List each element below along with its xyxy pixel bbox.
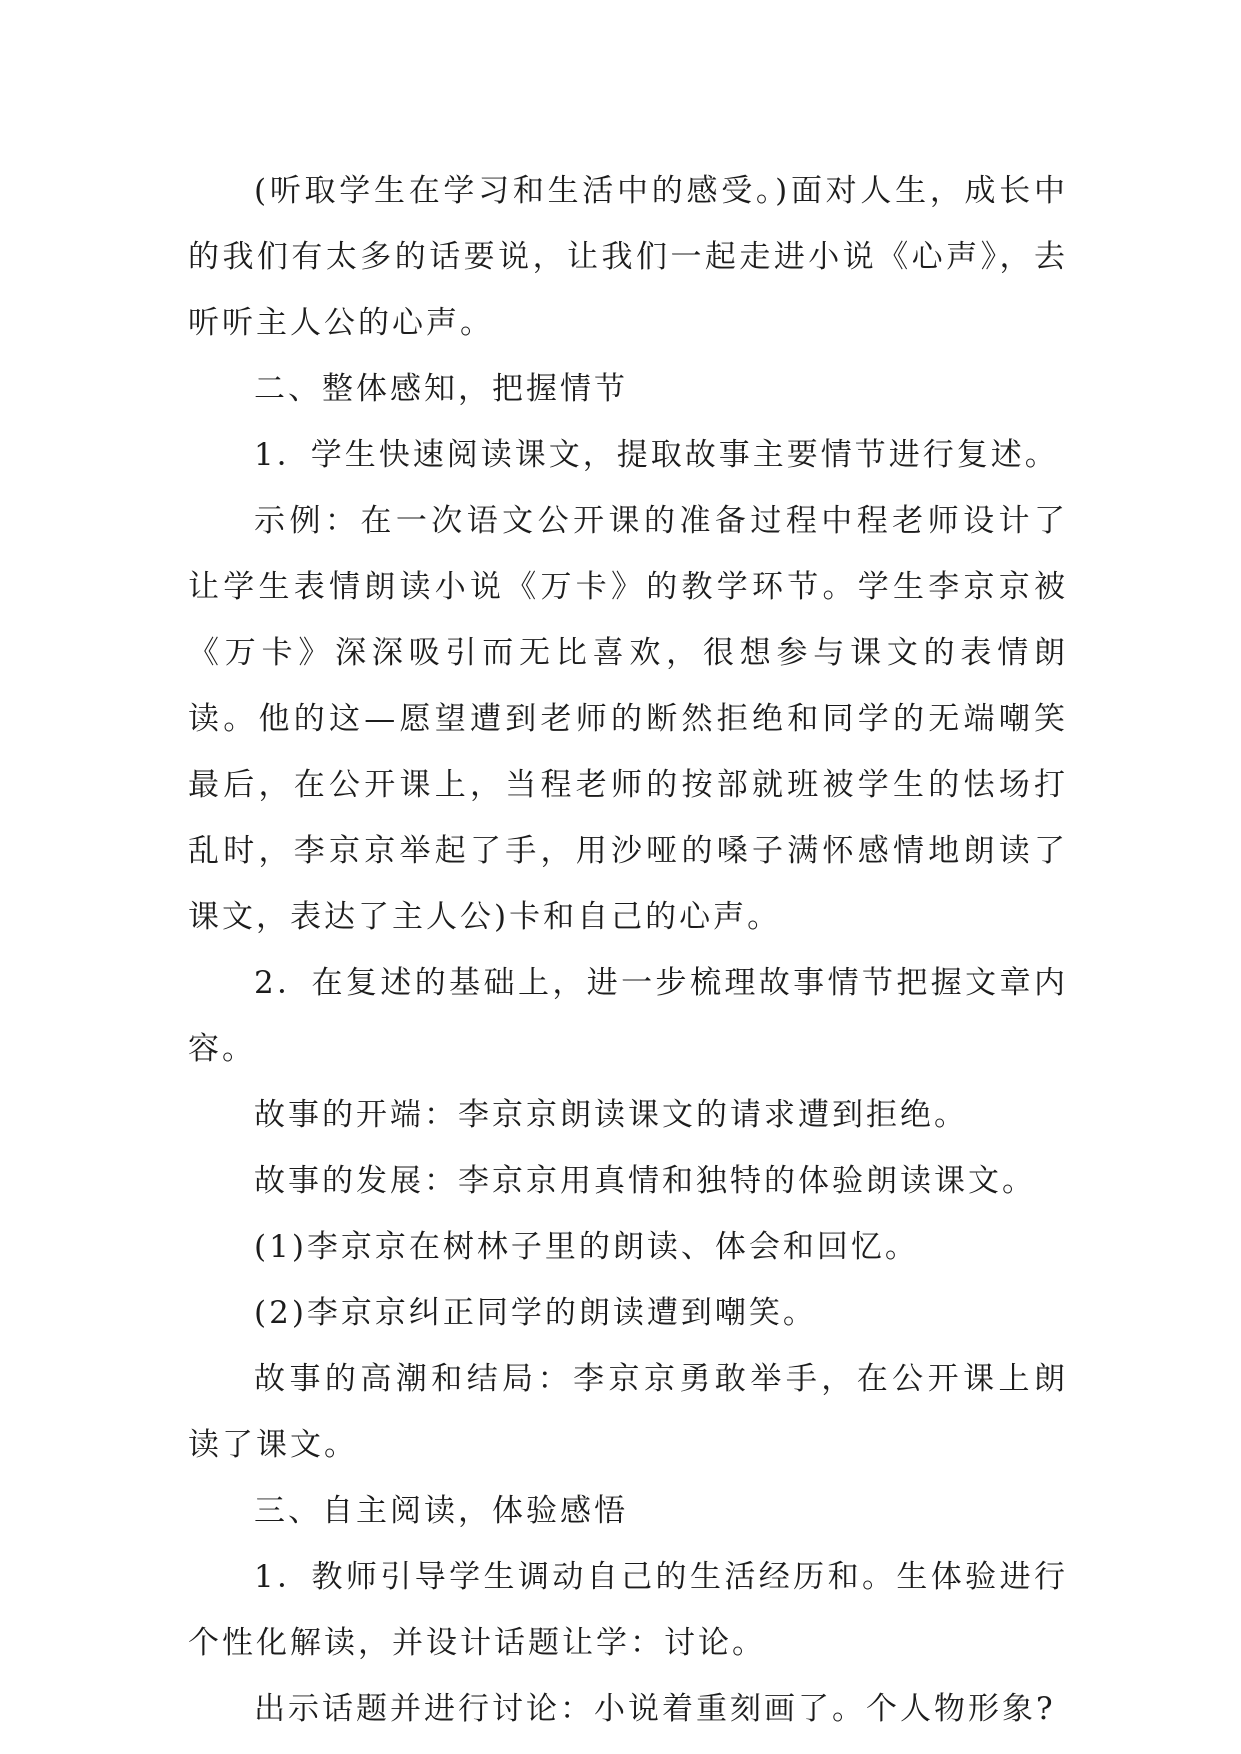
paragraph: 示例：在一次语文公开课的准备过程中程老师设计了让学生表情朗读小说《万卡》的教学环节。学生李京京被《万卡》深深吸引而无比喜欢，很想参与课文的表情朗读。他的这—愿望遭到老师的断然拒绝和同学的无端嘲笑最后，在公开课上，当程老师的按部就班被学生的怯场打乱时，李京京举起了手，用沙哑的嗓子满怀感情地朗读了课文，表达了主人公)卡和自己的心声。 xyxy=(188,503,1068,935)
paragraph: 故事的发展：李京京用真情和独特的体验朗读课文。 xyxy=(254,1163,1036,1199)
list-item: (2)李京京纠正同学的朗读遭到嘲笑。 xyxy=(254,1295,817,1331)
paragraph: 故事的高潮和结局：李京京勇敢举手，在公开课上朗读了课文。 xyxy=(188,1361,1068,1463)
paragraph: 2．在复述的基础上，进一步梳理故事情节把握文章内容。 xyxy=(188,965,1068,1067)
list-item: (1)李京京在树林子里的朗读、体会和回忆。 xyxy=(254,1229,919,1265)
paragraph: (听取学生在学习和生活中的感受。)面对人生，成长中的我们有太多的话要说，让我们一起走进小说《心声》，去听听主人公的心声。 xyxy=(188,173,1068,341)
paragraph: 出示话题并进行讨论：小说着重刻画了。个人物形象? xyxy=(254,1691,1056,1727)
section-heading: 三、自主阅读，体验感悟 xyxy=(254,1493,628,1529)
document-body xyxy=(188,158,1068,1742)
section-heading: 二、整体感知，把握情节 xyxy=(254,371,628,407)
paragraph: 1．学生快速阅读课文，提取故事主要情节进行复述。 xyxy=(254,437,1059,473)
paragraph: 故事的开端：李京京朗读课文的请求遭到拒绝。 xyxy=(254,1097,968,1133)
paragraph: 1．教师引导学生调动自己的生活经历和。生体验进行个性化解读，并设计话题让学：讨论。 xyxy=(188,1559,1068,1661)
